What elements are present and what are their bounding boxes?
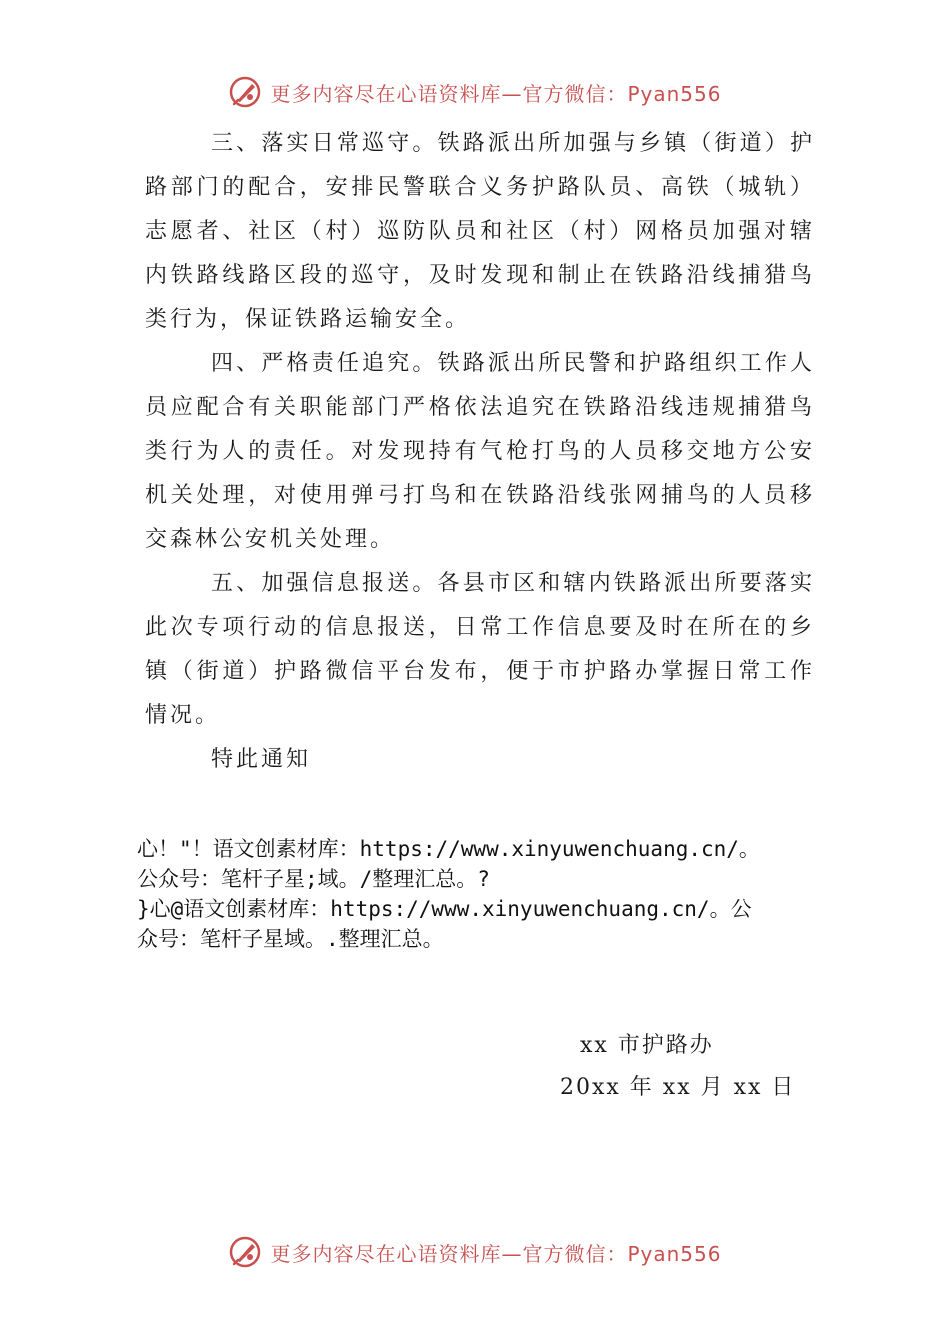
source-note-line: 众号：笔杆子星域。.整理汇总。 [137, 927, 444, 951]
paragraph-accountability: 四、严格责任追究。铁路派出所民警和护路组织工作人员应配合有关职能部门严格依法追究在铁路沿线违规捕猎鸟类行为人的责任。对发现持有气枪打鸟的人员移交地方公安机关处理，对使用弹弓打鸟和在铁路沿线张网捕鸟的人员移交森林公安机关处理。 [145, 351, 815, 552]
signature-block [560, 1025, 795, 1109]
document-body [145, 122, 815, 782]
paragraph-daily-patrol: 三、落实日常巡守。铁路派出所加强与乡镇（街道）护路部门的配合，安排民警联合义务护路队员、高铁（城轨）志愿者、社区（村）巡防队员和社区（村）网格员加强对辖内铁路线路区段的巡守，及时发现和制止在铁路沿线捕猎鸟类行为，保证铁路运输安全。 [145, 131, 815, 332]
footer-banner [0, 1232, 950, 1272]
source-note-line: 公众号：笔杆子星;域。/整理汇总。? [137, 867, 490, 891]
paragraph-reporting: 五、加强信息报送。各县市区和辖内铁路派出所要落实此次专项行动的信息报送，日常工作信息要及时在所在的乡镇（街道）护路微信平台发布，便于市护路办掌握日常工作情况。 [145, 571, 815, 728]
footer-banner-text: 更多内容尽在心语资料库—官方微信：Pyan556 [270, 1241, 722, 1266]
header-banner-text: 更多内容尽在心语资料库—官方微信：Pyan556 [270, 81, 722, 106]
signature-org: xx 市护路办 [580, 1033, 714, 1058]
quill-pen-logo-icon [228, 1235, 262, 1269]
header-banner [0, 72, 950, 112]
quill-pen-logo-icon [228, 75, 262, 109]
source-note-line: 心！"！语文创素材库：https://www.xinyuwenchuang.cn/。 [137, 837, 760, 861]
signature-date: 20xx 年 xx 月 xx 日 [560, 1075, 796, 1100]
source-note-block [137, 834, 817, 954]
source-note-line: }心@语文创素材库：https://www.xinyuwenchuang.cn/。公 [137, 897, 752, 921]
closing-notice: 特此通知 [211, 747, 312, 772]
